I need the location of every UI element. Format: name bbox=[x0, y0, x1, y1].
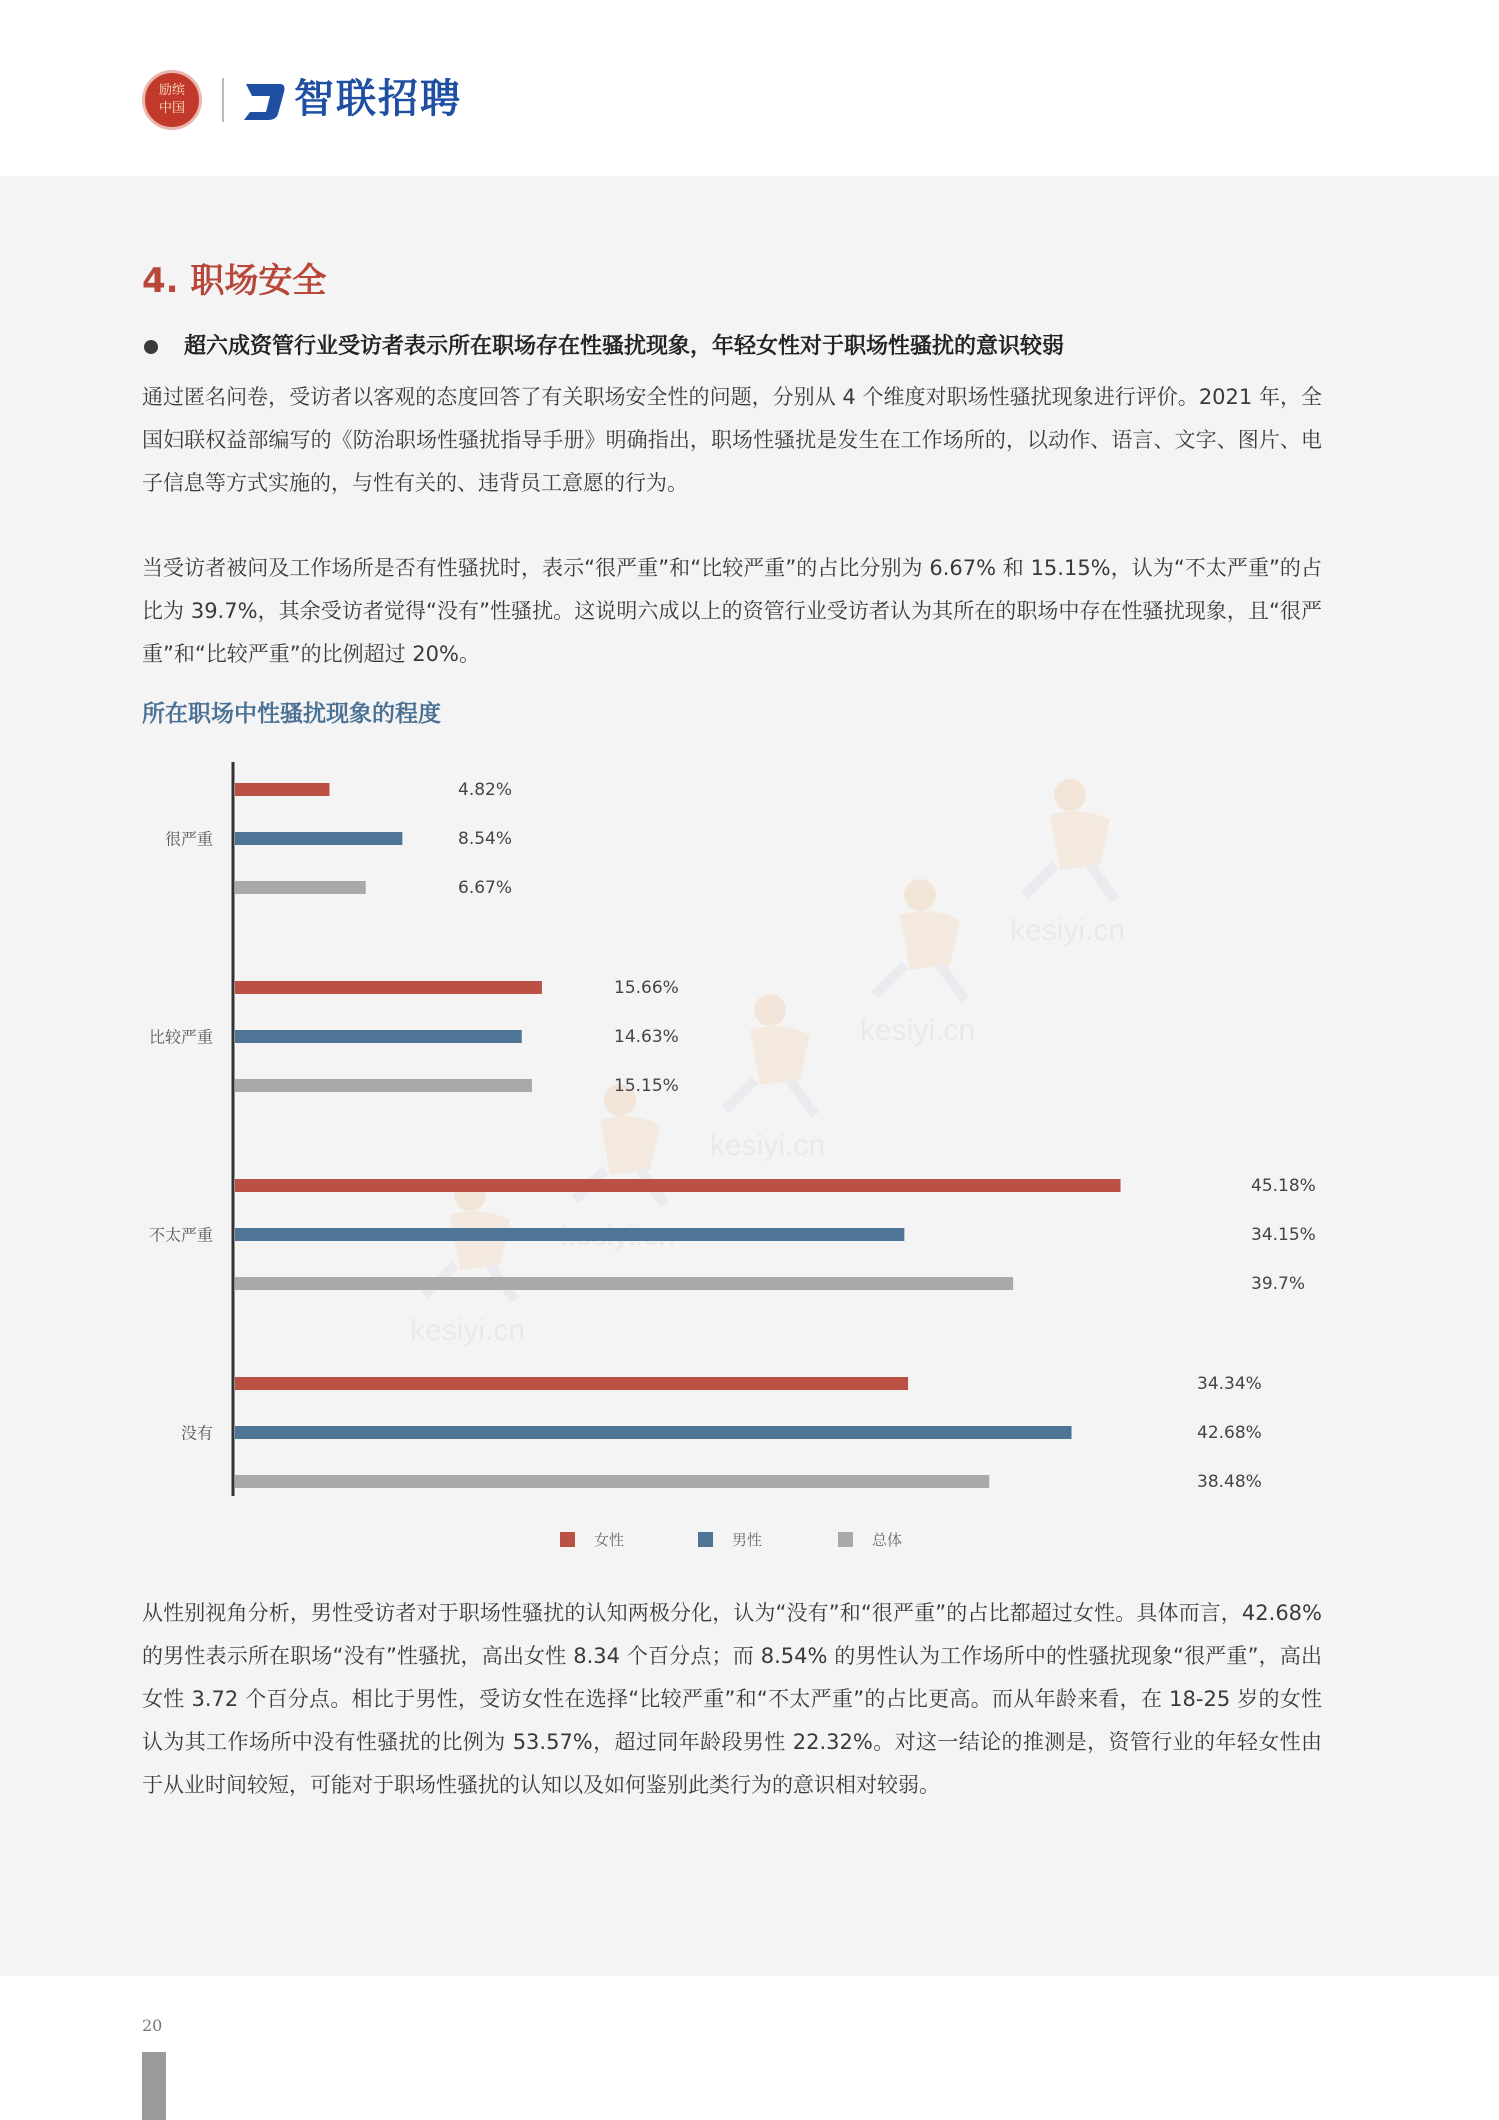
bar-男性 bbox=[235, 1228, 904, 1241]
bar-总体 bbox=[235, 1475, 989, 1488]
data-label: 45.18% bbox=[1251, 1176, 1316, 1196]
bar-总体 bbox=[235, 1277, 1013, 1290]
paragraph-intro: 通过匿名问卷，受访者以客观的态度回答了有关职场安全性的问题，分别从 4 个维度对职场性骚扰现象进行评价。2021 年，全国妇联权益部编写的《防治职场性骚扰指导手册》明确指出，职场性骚扰是发生在工作场所的，以动作、语言、文字、图片、电子信息等方式实施的，与性有关的、违背员工意愿的行为。 bbox=[142, 385, 1322, 495]
page-number: 20 bbox=[142, 2016, 163, 2035]
data-label: 39.7% bbox=[1251, 1274, 1306, 1294]
category-label: 没有 bbox=[180, 1423, 213, 1443]
data-label: 8.54% bbox=[458, 829, 513, 849]
category-label: 比较严重 bbox=[148, 1027, 213, 1047]
watermark-figure bbox=[410, 1179, 525, 1347]
chart-legend bbox=[560, 1531, 902, 1549]
zhaopin-logo-text: 智联招聘 bbox=[294, 76, 462, 122]
chart-title: 所在职场中性骚扰现象的程度 bbox=[142, 701, 441, 727]
watermark-figure bbox=[860, 879, 975, 1047]
bullet-heading-text: 超六成资管行业受访者表示所在职场存在性骚扰现象，年轻女性对于职场性骚扰的意识较弱 bbox=[184, 334, 1065, 359]
bar-总体 bbox=[235, 881, 366, 894]
bar-男性 bbox=[235, 1030, 522, 1043]
watermark-text: kesiyi.cn bbox=[1010, 914, 1126, 947]
bar-女性 bbox=[235, 783, 329, 796]
legend-swatch bbox=[838, 1532, 853, 1547]
bar-男性 bbox=[235, 832, 402, 845]
bar-男性 bbox=[235, 1426, 1072, 1439]
legend-label: 总体 bbox=[872, 1531, 903, 1549]
data-label: 15.15% bbox=[614, 1076, 679, 1096]
watermark-figure bbox=[1010, 779, 1125, 947]
watermark-text: kesiyi.cn bbox=[860, 1014, 976, 1047]
watermark-figure bbox=[710, 994, 825, 1162]
footer-bar bbox=[142, 2052, 166, 2120]
seal-text-bottom: 中国 bbox=[158, 101, 185, 116]
bar-女性 bbox=[235, 1179, 1121, 1192]
data-label: 15.66% bbox=[614, 978, 679, 998]
paragraph-analysis: 从性别视角分析，男性受访者对于职场性骚扰的认知两极分化，认为“没有”和“很严重”的占比都超过女性。具体而言，42.68% 的男性表示所在职场“没有”性骚扰，高出女性 8.34 个百分点；而 8.54% 的男性认为工作场所中的性骚扰现象“很严重”，高出女性 3.72 个百分点。相比于男性，受访女性在选择“比较严重”和“不太严重”的占比更高。而从年龄来看，在 18-25 岁的女性认为其工作场所中没有性骚扰的比例为 53.57%，超过同年龄段男性 22.32%。对这一结论的推测是，资管行业的年轻女性由于从业时间较短，可能对于职场性骚扰的认知以及如何鉴别此类行为的意识相对较弱。 bbox=[142, 1601, 1322, 1797]
data-label: 34.34% bbox=[1197, 1374, 1262, 1394]
category-label: 不太严重 bbox=[148, 1225, 213, 1245]
bar-总体 bbox=[235, 1079, 532, 1092]
legend-label: 男性 bbox=[732, 1531, 763, 1549]
seal-text-top: 励缤 bbox=[158, 83, 185, 98]
watermark-text: kesiyi.cn bbox=[710, 1129, 826, 1162]
data-label: 14.63% bbox=[614, 1027, 679, 1047]
bar-女性 bbox=[235, 981, 542, 994]
legend-swatch bbox=[560, 1532, 575, 1547]
watermark-text: kesiyi.cn bbox=[410, 1314, 526, 1347]
legend-swatch bbox=[698, 1532, 713, 1547]
data-label: 34.15% bbox=[1251, 1225, 1316, 1245]
watermark-layer bbox=[410, 779, 1125, 1347]
legend-label: 女性 bbox=[594, 1531, 625, 1549]
data-label: 6.67% bbox=[458, 878, 513, 898]
paragraph-summary: 当受访者被问及工作场所是否有性骚扰时，表示“很严重”和“比较严重”的占比分别为 6.67% 和 15.15%，认为“不太严重”的占比为 39.7%，其余受访者觉得“没有”性骚扰。这说明六成以上的资管行业受访者认为其所在的职场中存在性骚扰现象，且“很严重”和“比较严重”的比例超过 20%。 bbox=[142, 556, 1322, 666]
category-label: 很严重 bbox=[164, 829, 213, 849]
data-label: 38.48% bbox=[1197, 1472, 1262, 1492]
watermark-figure bbox=[560, 1084, 675, 1252]
bar-女性 bbox=[235, 1377, 908, 1390]
section-title: 4. 职场安全 bbox=[142, 261, 327, 301]
data-label: 4.82% bbox=[458, 780, 513, 800]
data-label: 42.68% bbox=[1197, 1423, 1262, 1443]
